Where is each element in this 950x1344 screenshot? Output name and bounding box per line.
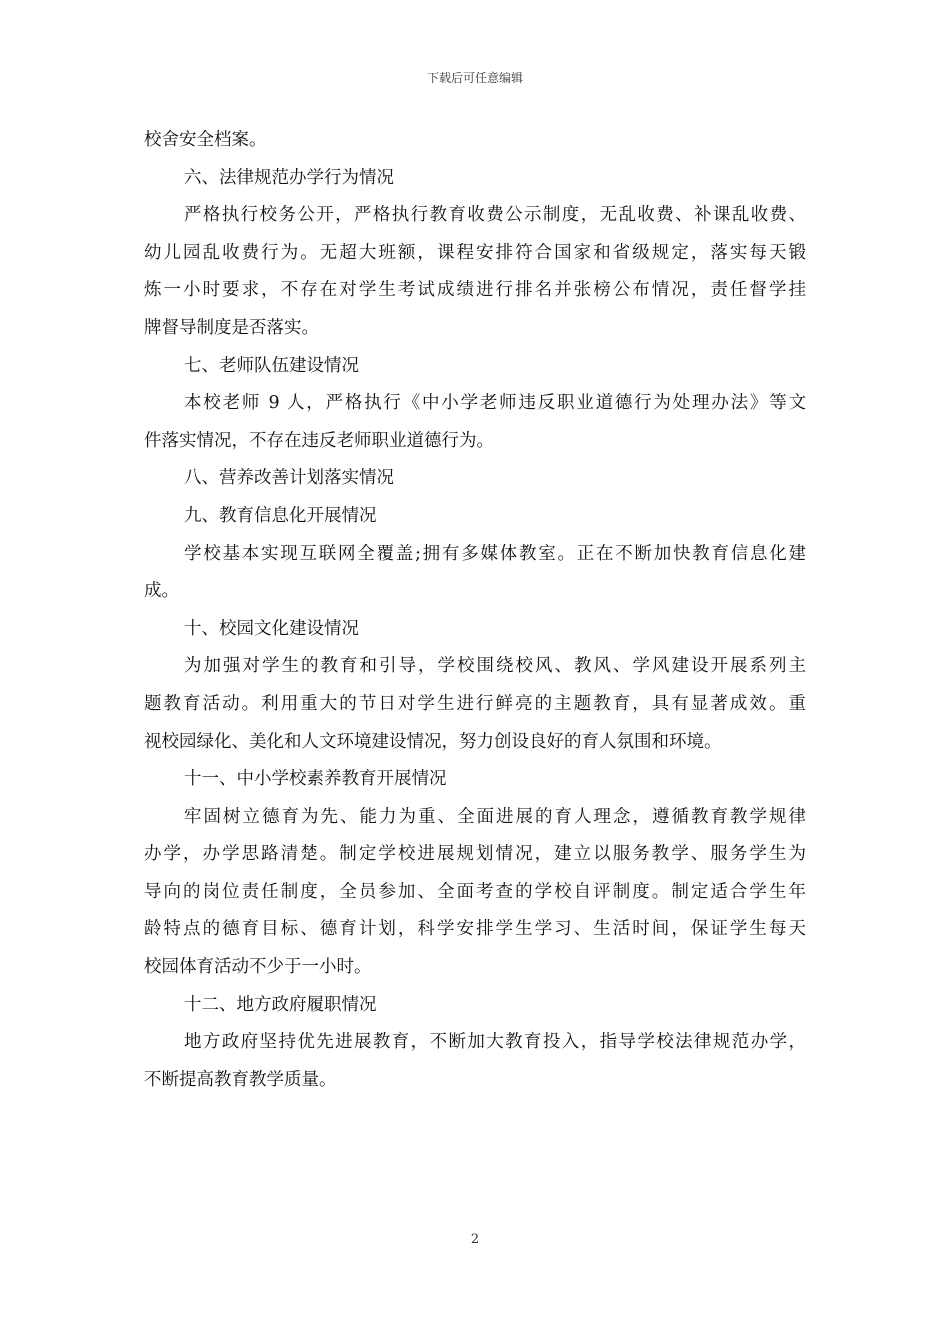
paragraph-line: 办学，办学思路清楚。制定学校进展规划情况，建立以服务教学、服务学生为 [144, 844, 806, 865]
paragraph-first-line: 七、老师队伍建设情况 [184, 355, 359, 376]
paragraph-line: 龄特点的德育目标、德育计划，科学安排学生学习、生活时间，保证学生每天 [144, 919, 806, 940]
paragraph-line: 件落实情况，不存在违反老师职业道德行为。 [144, 430, 494, 451]
paragraph-line: 幼儿园乱收费行为。无超大班额，课程安排符合国家和省级规定，落实每天锻 [144, 242, 806, 263]
paragraph-first-line: 地方政府坚持优先进展教育，不断加大教育投入，指导学校法律规范办学， [184, 1032, 806, 1053]
paragraph-line: 成。 [144, 581, 179, 602]
paragraph-first-line: 严格执行校务公开，严格执行教育收费公示制度，无乱收费、补课乱收费、 [184, 205, 806, 226]
paragraph-first-line: 八、营养改善计划落实情况 [184, 468, 394, 489]
paragraph-line: 牌督导制度是否落实。 [144, 317, 319, 338]
paragraph-first-line: 本校老师 9 人，严格执行《中小学老师违反职业道德行为处理办法》等文 [184, 393, 806, 414]
paragraph-first-line: 十一、中小学校素养教育开展情况 [184, 769, 447, 790]
page-header: 下载后可任意编辑 [426, 71, 523, 85]
paragraph-line: 题教育活动。利用重大的节日对学生进行鲜亮的主题教育，具有显著成效。重 [144, 693, 806, 714]
paragraph-line: 校园体育活动不少于一小时。 [144, 957, 372, 978]
paragraph-first-line: 十二、地方政府履职情况 [184, 994, 377, 1015]
paragraph-first-line: 为加强对学生的教育和引导，学校围绕校风、教风、学风建设开展系列主 [184, 656, 806, 677]
paragraph-first-line: 六、法律规范办学行为情况 [184, 167, 394, 188]
paragraph-first-line: 牢固树立德育为先、能力为重、全面进展的育人理念，遵循教育教学规律 [184, 806, 806, 827]
paragraph-line: 导向的岗位责任制度，全员参加、全面考查的学校自评制度。制定适合学生年 [144, 881, 806, 902]
paragraph-first-line: 学校基本实现互联网全覆盖;拥有多媒体教室。正在不断加快教育信息化建 [184, 543, 806, 564]
paragraph-first-line: 九、教育信息化开展情况 [184, 505, 377, 526]
paragraph-line: 校舍安全档案。 [144, 130, 267, 150]
paragraph-first-line: 十、校园文化建设情况 [184, 618, 359, 639]
paragraph-line: 视校园绿化、美化和人文环境建设情况，努力创设良好的育人氛围和环境。 [144, 731, 722, 752]
paragraph-line: 不断提高教育教学质量。 [144, 1069, 337, 1090]
paragraph-line: 炼一小时要求，不存在对学生考试成绩进行排名并张榜公布情况，责任督学挂 [144, 280, 806, 301]
document-body [144, 122, 806, 1099]
page-number: 2 [470, 1232, 480, 1247]
